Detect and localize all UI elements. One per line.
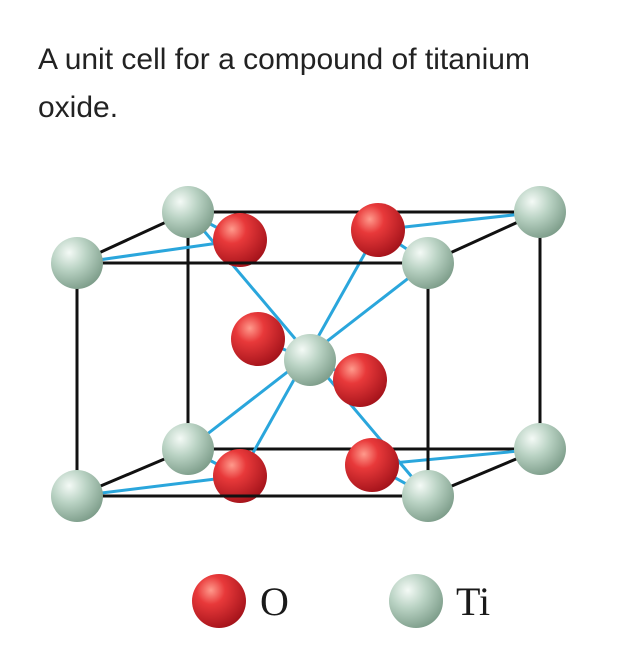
legend-oxygen-swatch (192, 574, 246, 628)
figure-caption: A unit cell for a compound of titanium oxide. (38, 43, 530, 124)
oxygen-atom (351, 203, 405, 257)
oxygen-atom (213, 213, 267, 267)
oxygen-atom (333, 353, 387, 407)
legend-titanium-label: Ti (456, 579, 491, 624)
titanium-atom (51, 470, 103, 522)
titanium-atom (402, 470, 454, 522)
titanium-atom (514, 423, 566, 475)
oxygen-atom (231, 312, 285, 366)
legend (192, 574, 490, 628)
titanium-atom (162, 423, 214, 475)
titanium-atom (514, 186, 566, 238)
legend-oxygen-label: O (260, 579, 289, 624)
titanium-atom (402, 237, 454, 289)
titanium-atom (162, 186, 214, 238)
titanium-atom (51, 237, 103, 289)
legend-titanium-swatch (389, 574, 443, 628)
titanium-atom (284, 334, 336, 386)
oxygen-atom (345, 438, 399, 492)
